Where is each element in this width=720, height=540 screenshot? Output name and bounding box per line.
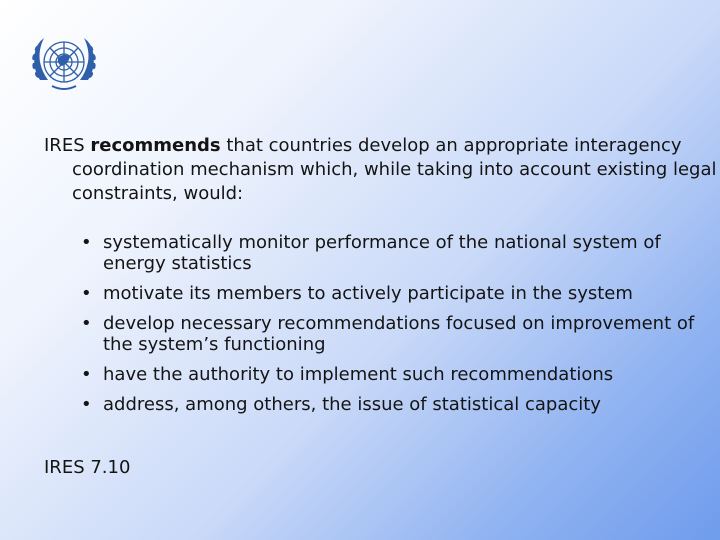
intro-emphasis: recommends (90, 135, 221, 156)
list-item (78, 232, 708, 274)
list-item-text: have the authority to implement such recommendations (103, 364, 614, 385)
bullet-icon: • (81, 364, 92, 385)
intro-lead: IRES (44, 135, 85, 156)
list-item (78, 394, 708, 415)
reference-label: IRES 7.10 (44, 457, 131, 478)
list-item (78, 283, 708, 304)
list-item-text: develop necessary recommendations focused on improvement of the system’s functioning (103, 313, 695, 355)
bullet-icon: • (81, 313, 92, 334)
bullet-icon: • (81, 394, 92, 415)
un-emblem-icon (22, 30, 106, 96)
recommendation-list (78, 232, 708, 424)
list-item-text: systematically monitor performance of the national system of energy statistics (103, 232, 661, 274)
list-item (78, 364, 708, 385)
bullet-icon: • (81, 232, 92, 253)
list-item (78, 313, 708, 355)
list-item-text: motivate its members to actively participate in the system (103, 283, 633, 304)
intro-rest: that countries develop an appropriate interagency coordination mechanism which, while taking into account existing legal constraints, would: (72, 135, 717, 204)
bullet-icon: • (81, 283, 92, 304)
list-item-text: address, among others, the issue of statistical capacity (103, 394, 601, 415)
intro-paragraph (44, 134, 720, 206)
